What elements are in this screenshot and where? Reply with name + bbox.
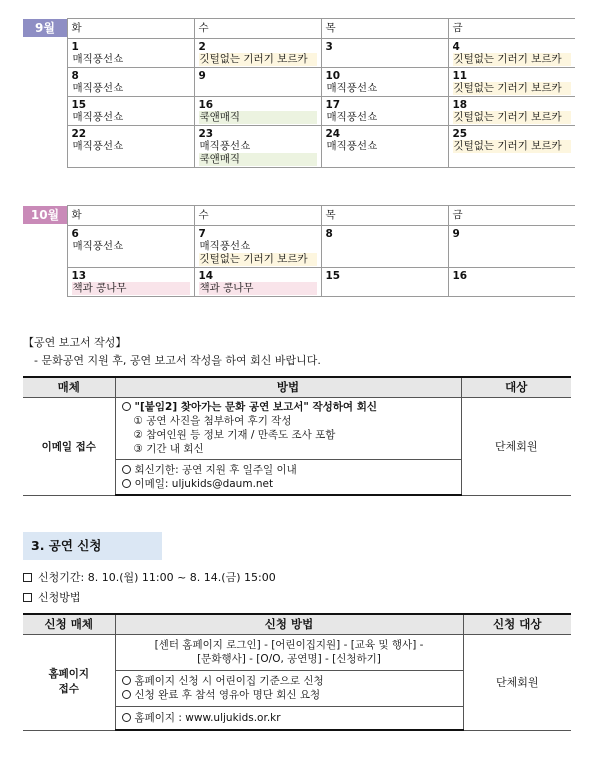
day-number: 11 — [452, 70, 468, 82]
weekday-header: 목 — [321, 19, 448, 39]
apply-homepage-cell — [115, 706, 463, 730]
weekday-header: 화 — [67, 19, 194, 39]
day-number: 8 — [325, 228, 333, 240]
day-number: 9 — [198, 70, 206, 82]
report-method-item: ① 공연 사진을 첨부하여 후기 작성 — [133, 415, 292, 427]
apply-heading: 3. 공연 신청 — [23, 532, 162, 560]
calendar-event: 깃털없는 기러기 보르카 — [199, 253, 317, 266]
apply-rules-cell — [115, 670, 463, 706]
report-deadline: 회신기한: 공연 지원 후 일주일 이내 — [134, 463, 297, 476]
circle-bullet-icon — [122, 713, 131, 722]
apply-period-line — [23, 569, 276, 585]
calendar-event: 매직풍선쇼 — [72, 82, 124, 94]
report-method-item: ② 참여인원 등 정보 기재 / 만족도 조사 포함 — [133, 429, 336, 441]
apply-path-cell — [115, 634, 463, 670]
day-number: 9 — [452, 228, 460, 240]
report-method-title: "[붙임2] 찾아가는 문화 공연 보고서" 작성하여 회신 — [134, 401, 377, 413]
calendar-event: 매직풍선쇼 — [72, 240, 124, 252]
weekday-header: 수 — [194, 19, 321, 39]
calendar-day-cell — [448, 68, 575, 97]
report-note: - 문화공연 지원 후, 공연 보고서 작성을 하여 회신 바랍니다. — [34, 354, 321, 367]
circle-bullet-icon — [122, 676, 131, 685]
apply-period: 신청기간: 8. 10.(월) 11:00 ~ 8. 14.(금) 15:00 — [38, 571, 276, 584]
day-number: 23 — [198, 128, 214, 140]
calendar-event: 매직풍선쇼 — [72, 53, 124, 65]
day-number: 6 — [71, 228, 79, 240]
calendar-day-cell — [67, 268, 194, 297]
day-number: 18 — [452, 99, 468, 111]
calendar-day-cell — [194, 68, 321, 97]
month-label-cell — [23, 206, 67, 226]
day-number: 14 — [198, 270, 214, 282]
calendar-day-cell — [448, 226, 575, 268]
month-badge: 9월 — [23, 19, 67, 37]
report-email: 이메일: uljukids@daum.net — [134, 477, 274, 490]
calendar-event: 매직풍선쇼 — [326, 82, 378, 94]
calendar-spacer — [23, 226, 67, 268]
weekday-header: 금 — [448, 206, 575, 226]
apply-rule2: 신청 완료 후 참석 영유아 명단 회신 요청 — [134, 689, 321, 701]
circle-bullet-icon — [122, 402, 131, 411]
day-number: 25 — [452, 128, 468, 140]
calendar-day-cell — [321, 226, 448, 268]
calendar-day-cell — [321, 39, 448, 68]
calendar-event: 매직풍선쇼 — [199, 140, 251, 152]
calendar-day-cell — [67, 226, 194, 268]
circle-bullet-icon — [122, 479, 131, 488]
day-number: 4 — [452, 41, 460, 53]
report-method-item: ③ 기간 내 회신 — [133, 443, 204, 455]
calendar-day-cell — [67, 126, 194, 168]
calendar-spacer — [23, 97, 67, 126]
calendar-spacer — [23, 126, 67, 168]
apply-method-label: 신청방법 — [38, 591, 81, 604]
calendar-empty-slot — [199, 82, 317, 95]
report-header-method: 방법 — [115, 377, 461, 397]
day-number: 16 — [452, 270, 468, 282]
calendar-spacer — [23, 68, 67, 97]
calendar-event: 매직풍선쇼 — [199, 240, 251, 252]
report-media: 이메일 접수 — [23, 397, 115, 495]
calendar-day-cell — [321, 68, 448, 97]
apply-rule1: 홈페이지 신청 시 어린이집 기준으로 신청 — [134, 675, 324, 687]
day-number: 1 — [71, 41, 79, 53]
day-number: 13 — [71, 270, 87, 282]
calendar-event: 매직풍선쇼 — [326, 111, 378, 123]
calendar-day-cell — [194, 226, 321, 268]
calendar-day-cell — [448, 39, 575, 68]
calendar-event: 매직풍선쇼 — [72, 111, 124, 123]
calendar-event: 쿡앤매직 — [199, 153, 317, 166]
calendar-day-cell — [67, 39, 194, 68]
calendar-event: 깃털없는 기러기 보르카 — [453, 140, 572, 153]
calendar-empty-slot — [453, 240, 572, 253]
day-number: 10 — [325, 70, 341, 82]
report-header-media: 매체 — [23, 377, 115, 397]
calendar-event: 매직풍선쇼 — [326, 140, 378, 152]
report-method-cell — [115, 397, 461, 459]
calendar-day-cell — [448, 126, 575, 168]
september-calendar — [23, 18, 575, 168]
calendar-empty-slot — [326, 240, 444, 253]
report-header-target: 대상 — [461, 377, 571, 397]
circle-bullet-icon — [122, 465, 131, 474]
calendar-event: 책과 콩나무 — [199, 282, 317, 295]
october-calendar — [23, 205, 575, 297]
apply-method-line — [23, 589, 81, 605]
day-number: 17 — [325, 99, 341, 111]
apply-table — [23, 613, 571, 731]
calendar-day-cell — [448, 268, 575, 297]
calendar-day-cell — [321, 126, 448, 168]
day-number: 15 — [325, 270, 341, 282]
apply-target: 단체회원 — [463, 634, 571, 730]
weekday-header: 수 — [194, 206, 321, 226]
calendar-event: 깃털없는 기러기 보르카 — [453, 53, 572, 66]
day-number: 8 — [71, 70, 79, 82]
calendar-day-cell — [67, 97, 194, 126]
calendar-event: 책과 콩나무 — [72, 282, 190, 295]
apply-header-target: 신청 대상 — [463, 614, 571, 634]
day-number: 24 — [325, 128, 341, 140]
calendar-empty-slot — [326, 53, 444, 66]
checkbox-square-icon — [23, 573, 32, 582]
day-number: 22 — [71, 128, 87, 140]
circle-bullet-icon — [122, 690, 131, 699]
calendar-event: 깃털없는 기러기 보르카 — [453, 111, 572, 124]
apply-path-line1: [센터 홈페이지 로그인] - [어린이집지원] - [교육 및 행사] - — [154, 639, 424, 651]
apply-homepage[interactable]: 홈페이지 : www.uljukids.or.kr — [134, 711, 281, 724]
apply-header-media: 신청 매체 — [23, 614, 115, 634]
calendar-day-cell — [194, 268, 321, 297]
report-table — [23, 376, 571, 496]
calendar-day-cell — [321, 97, 448, 126]
day-number: 16 — [198, 99, 214, 111]
calendar-day-cell — [448, 97, 575, 126]
weekday-header: 목 — [321, 206, 448, 226]
checkbox-square-icon — [23, 593, 32, 602]
calendar-day-cell — [321, 268, 448, 297]
weekday-header: 금 — [448, 19, 575, 39]
month-label-cell — [23, 19, 67, 39]
calendar-event: 쿡앤매직 — [199, 111, 317, 124]
report-heading: 【공연 보고서 작성】 — [23, 336, 127, 349]
calendar-spacer — [23, 39, 67, 68]
calendar-empty-slot — [453, 282, 572, 295]
day-number: 2 — [198, 41, 206, 53]
day-number: 15 — [71, 99, 87, 111]
calendar-event: 깃털없는 기러기 보르카 — [199, 53, 317, 66]
calendar-event: 깃털없는 기러기 보르카 — [453, 82, 572, 95]
apply-media: 홈페이지 접수 — [23, 634, 115, 730]
day-number: 7 — [198, 228, 206, 240]
calendar-empty-slot — [326, 282, 444, 295]
calendar-day-cell — [194, 126, 321, 168]
report-target: 단체회원 — [461, 397, 571, 495]
day-number: 3 — [325, 41, 333, 53]
apply-header-method: 신청 방법 — [115, 614, 463, 634]
calendar-day-cell — [194, 97, 321, 126]
report-deadline-cell — [115, 459, 461, 495]
calendar-event: 매직풍선쇼 — [72, 140, 124, 152]
calendar-day-cell — [194, 39, 321, 68]
weekday-header: 화 — [67, 206, 194, 226]
month-badge: 10월 — [23, 206, 67, 224]
calendar-day-cell — [67, 68, 194, 97]
apply-path-line2: [문화행사] - [O/O, 공연명] - [신청하기] — [197, 653, 381, 665]
calendar-spacer — [23, 268, 67, 297]
